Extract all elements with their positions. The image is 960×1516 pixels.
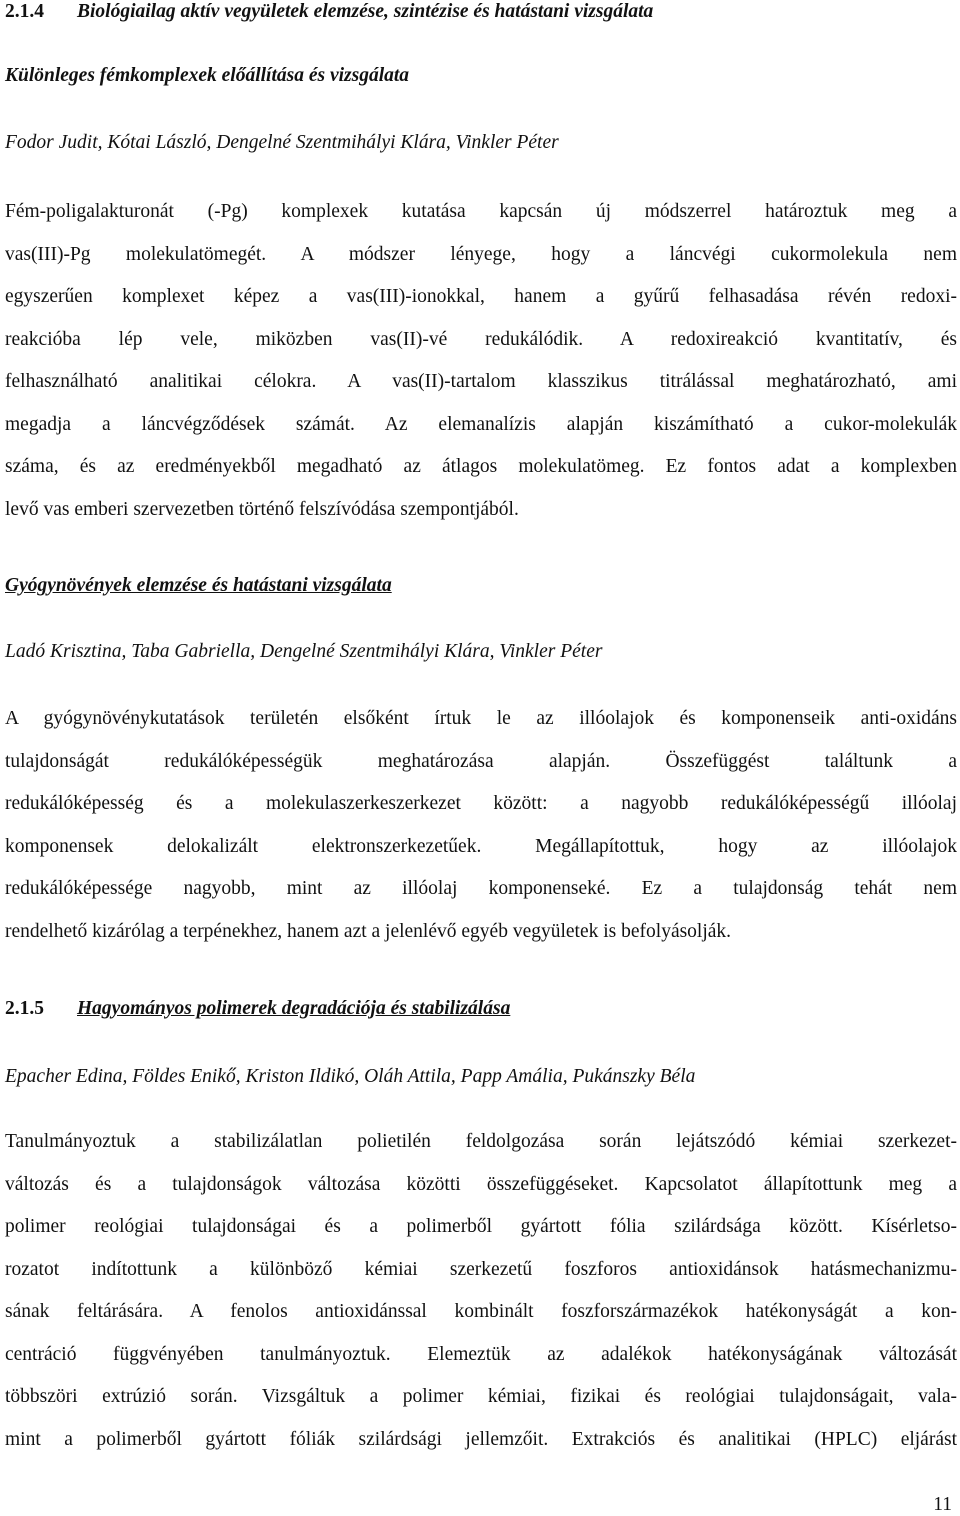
paragraph-line: változás és a tulajdonságok változása közötti összefüggéseket. Kapcsolatot állapítottunk meg a [5, 1173, 957, 1195]
paragraph-line: redukálóképesség és a molekulaszerkeszerkezet között: a nagyobb redukálóképességű illóolaj [5, 793, 957, 814]
paragraph-line: rendelhető kizárólag a terpénekhez, hanem azt a jelenlévő egyéb vegyületek is befolyásolják. [5, 920, 732, 942]
paragraph-line: polimer reológiai tulajdonságai és a polimerből gyártott fólia szilárdsága között. Kísérletso- [5, 1216, 957, 1237]
paragraph-line: mint a polimerből gyártott fóliák szilárdsági jellemzőit. Extrakciós és analitikai (HPLC) eljárást [5, 1428, 957, 1450]
paragraph-line: többszöri extrúzió során. Vizsgáltuk a polimer kémiai, fizikai és reológiai tulajdonságait, vala- [5, 1386, 957, 1407]
paragraph-line: megadja a láncvégződések számát. Az elemanalízis alapján kiszámítható a cukor-molekulák [5, 413, 957, 435]
section-number: 2.1.5 [5, 998, 44, 1019]
authors-metal-complexes: Fodor Judit, Kótai László, Dengelné Szentmihályi Klára, Vinkler Péter [5, 132, 559, 153]
paragraph-metal-complexes [5, 197, 957, 537]
paragraph-line: egyszerűen komplexet képez a vas(III)-ionokkal, hanem a gyűrű felhasadása révén redoxi- [5, 286, 957, 307]
paragraph-line: száma, és az eredményekből megadható az átlagos molekulatömeg. Ez fontos adat a komplexben [5, 456, 957, 477]
paragraph-line: felhasználható analitikai célokra. A vas(II)-tartalom klasszikus titrálással meghatározható, ami [5, 371, 957, 392]
paragraph-line: sának feltárására. A fenolos antioxidánssal kombinált foszforszármazékok hatékonyságát a kon- [5, 1301, 957, 1322]
paragraph-line: levő vas emberi szervezetben történő felszívódása szempontjából. [5, 498, 519, 520]
paragraph-line: Tanulmányoztuk a stabilizálatlan polietilén feldolgozása során lejátszódó kémiai szerkezet- [5, 1131, 957, 1152]
paragraph-line: A gyógynövénykutatások területén elsőként írtuk le az illóolajok és komponenseik anti-oxidáns [5, 708, 957, 729]
section-title: Biológiailag aktív vegyületek elemzése, szintézise és hatástani vizsgálata [77, 1, 654, 22]
section-title: Hagyományos polimerek degradációja és stabilizálása [77, 998, 511, 1019]
authors-herbs: Ladó Krisztina, Taba Gabriella, Dengelné Szentmihályi Klára, Vinkler Péter [5, 641, 603, 662]
paragraph-line: centráció függvényében tanulmányoztuk. Elemeztük az adalékok hatékonyságának változását [5, 1343, 957, 1365]
section-heading-2-1-4 [5, 0, 653, 27]
subsection-heading-herbs: Gyógynövények elemzése és hatástani vizsgálata [5, 575, 392, 596]
section-heading-2-1-5 [5, 994, 510, 1024]
paragraph-line: redukálóképessége nagyobb, mint az illóolaj komponenseké. Ez a tulajdonság tehát nem [5, 878, 957, 899]
page-number: 11 [933, 1494, 952, 1515]
paragraph-line: vas(III)-Pg molekulatömegét. A módszer lényege, hogy a láncvégi cukormolekula nem [5, 243, 957, 265]
paragraph-line: Fém-poligalakturonát (-Pg) komplexek kutatása kapcsán új módszerrel határoztuk meg a [5, 201, 957, 222]
paragraph-herbs [5, 704, 957, 959]
subsection-heading-metal-complexes: Különleges fémkomplexek előállítása és vizsgálata [5, 65, 410, 86]
paragraph-line: komponensek delokalizált elektronszerkezetűek. Megállapítottuk, hogy az illóolajok [5, 835, 957, 857]
paragraph-polymers [5, 1127, 957, 1467]
authors-polymers: Epacher Edina, Földes Enikő, Kriston Ildikó, Oláh Attila, Papp Amália, Pukánszky Béla [5, 1066, 696, 1087]
paragraph-line: rozatot indítottunk a különböző kémiai szerkezetű foszforos antioxidánsok hatásmechanizmu- [5, 1258, 957, 1280]
section-number: 2.1.4 [5, 1, 44, 22]
paragraph-line: tulajdonságát redukálóképességük meghatározása alapján. Összefüggést találtunk a [5, 750, 957, 772]
paragraph-line: reakcióba lép vele, miközben vas(II)-vé redukálódik. A redoxireakció kvantitatív, és [5, 328, 957, 350]
